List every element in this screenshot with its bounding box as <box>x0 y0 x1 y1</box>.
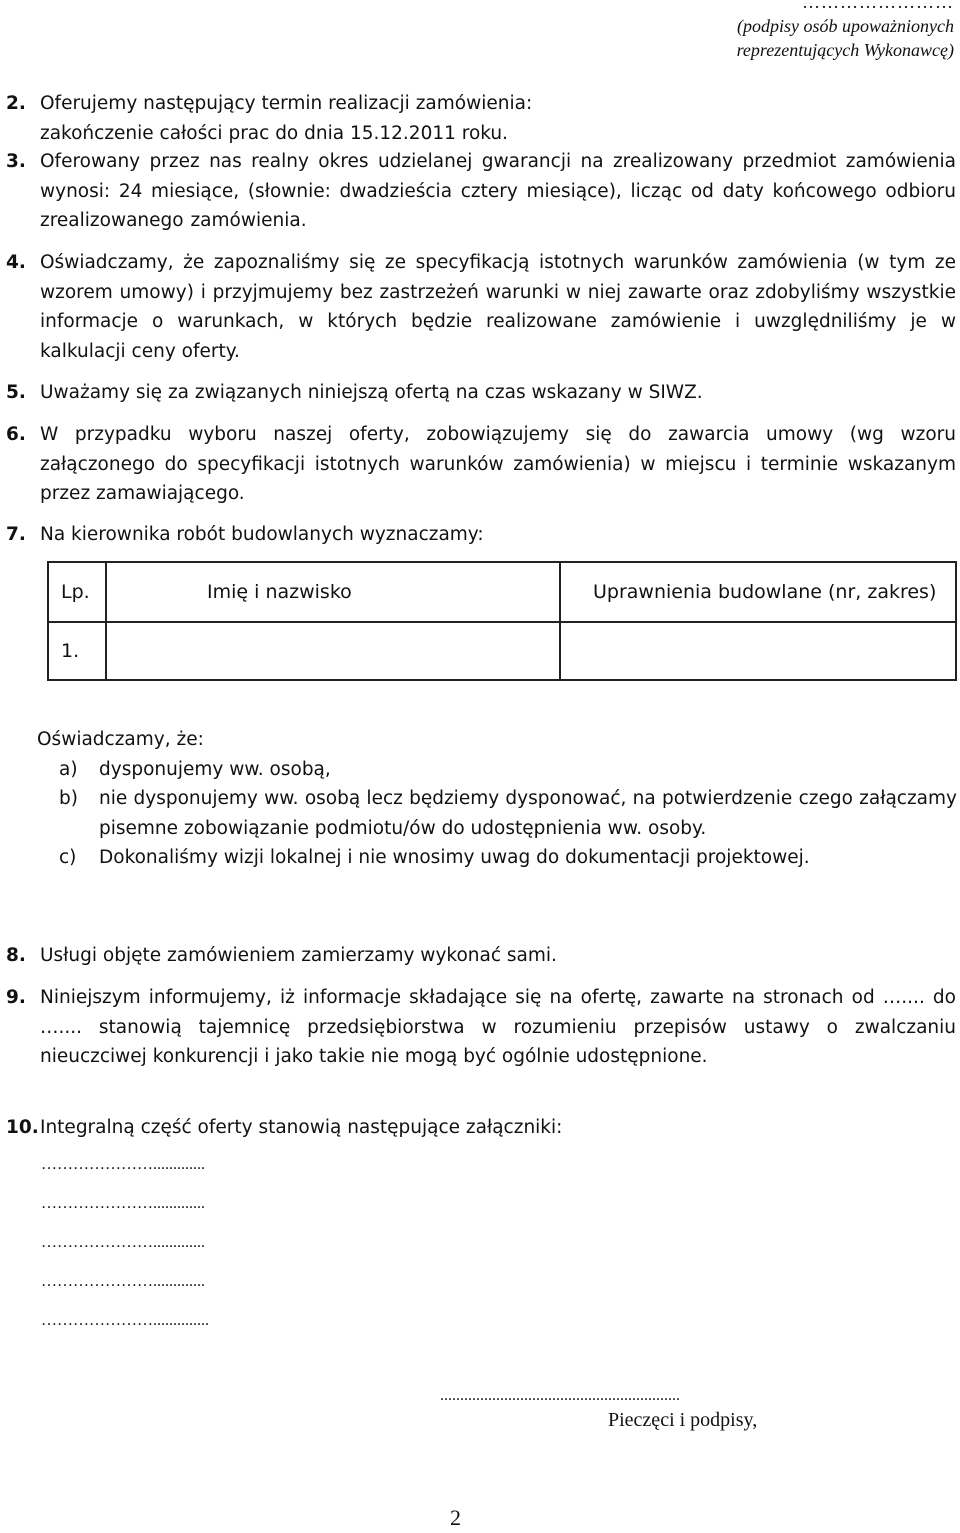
signature-dots: …………………… <box>802 0 954 12</box>
item-number: 7. <box>6 524 26 545</box>
item-number: 10. <box>6 1117 39 1138</box>
declaration-option-c <box>37 843 957 873</box>
table-cell: 1. <box>48 622 106 680</box>
item-10 <box>6 1113 956 1143</box>
item-text: Na kierownika robót budowlanych wyznaczamy: <box>40 524 484 545</box>
item-9 <box>6 983 956 1072</box>
attachment-line: …………………............. <box>41 1156 205 1173</box>
table-header-row <box>48 562 956 622</box>
attachment-line: …………………............. <box>41 1234 205 1251</box>
item-3 <box>6 147 956 236</box>
item-text: Uważamy się za związanych niniejszą ofertą na czas wskazany w SIWZ. <box>40 382 703 403</box>
item-number: 9. <box>6 987 26 1008</box>
item-text: Usługi objęte zamówieniem zamierzamy wykonać sami. <box>40 945 557 966</box>
item-7 <box>6 520 956 550</box>
option-label: c) <box>59 847 77 868</box>
table-header-cell: Imię i nazwisko <box>106 562 560 622</box>
item-number: 5. <box>6 382 26 403</box>
stamp-dots: ............................................................ <box>440 1387 680 1404</box>
table-cell <box>106 622 560 680</box>
attachment-line: …………………............. <box>41 1273 205 1290</box>
item-number: 6. <box>6 424 26 445</box>
declaration-option-b <box>37 784 957 843</box>
site-manager-table <box>47 561 957 681</box>
item-text: Oświadczamy, że zapoznaliśmy się ze specyfikacją istotnych warunków zamówienia (w tym ze wzorem umowy) i przyjmujemy bez zastrzeżeń warunki w niej zawarte oraz zdobyliśmy wszystkie informacje o warunkach, w których będzie realizowane zamówienie i uwzględniliśmy je w kalkulacji ceny oferty. <box>40 252 956 362</box>
item-number: 8. <box>6 945 26 966</box>
item-2 <box>6 89 956 148</box>
declaration-heading: Oświadczamy, że: <box>37 729 204 750</box>
item-text: Niniejszym informujemy, iż informacje składające się na ofertę, zawarte na stronach od ….... do ….... stanowią tajemnicę przedsiębiorstwa w rozumieniu przepisów ustawy o zwalczaniu nieuczciwej konkurencji i jako takie nie mogą być ogólnie udostępnione. <box>40 987 956 1067</box>
item-text: W przypadku wyboru naszej oferty, zobowiązujemy się do zawarcia umowy (wg wzoru załączonego do specyfikacji istotnych warunków zamówienia) w miejscu i terminie wskazanym przez zamawiającego. <box>40 424 956 504</box>
item-text: Integralną część oferty stanowią następujące załączniki: <box>40 1117 563 1138</box>
item-number: 4. <box>6 252 26 273</box>
table-row <box>48 622 956 680</box>
page-number: 2 <box>450 1505 461 1530</box>
item-5 <box>6 378 956 408</box>
option-label: b) <box>59 788 78 809</box>
item-6 <box>6 420 956 509</box>
declaration-block <box>37 725 957 873</box>
declaration-option-a <box>37 755 957 785</box>
table-header-cell: Lp. <box>48 562 106 622</box>
signature-caption-line2: reprezentujących Wykonawcę) <box>736 40 954 60</box>
item-text: Oferujemy następujący termin realizacji zamówienia: zakończenie całości prac do dnia 15.12.2011 roku. <box>40 93 533 144</box>
item-number: 2. <box>6 93 26 114</box>
stamp-caption: Pieczęci i podpisy, <box>608 1409 758 1431</box>
item-8 <box>6 941 956 971</box>
table-cell <box>560 622 956 680</box>
signature-caption-line1: (podpisy osób upoważnionych <box>737 16 954 36</box>
attachment-line: ………………….............. <box>41 1312 209 1329</box>
option-label: a) <box>59 758 78 780</box>
table-header-cell: Uprawnienia budowlane (nr, zakres) <box>560 562 956 622</box>
option-text: dysponujemy ww. osobą, <box>99 758 331 780</box>
item-text: Oferowany przez nas realny okres udzielanej gwarancji na zrealizowany przedmiot zamówienia wynosi: 24 miesiące, (słownie: dwadzieścia cztery miesiące), licząc od daty końcowego odbioru zrealizowanego zamówienia. <box>40 151 956 231</box>
attachment-line: …………………............. <box>41 1195 205 1212</box>
item-4 <box>6 248 956 366</box>
signature-caption <box>737 14 954 62</box>
option-text: Dokonaliśmy wizji lokalnej i nie wnosimy uwag do dokumentacji projektowej. <box>99 847 810 868</box>
option-text: nie dysponujemy ww. osobą lecz będziemy dysponować, na potwierdzenie czego załączamy pisemne zobowiązanie podmiotu/ów do udostępnienia ww. osoby. <box>99 788 957 839</box>
item-number: 3. <box>6 151 26 172</box>
